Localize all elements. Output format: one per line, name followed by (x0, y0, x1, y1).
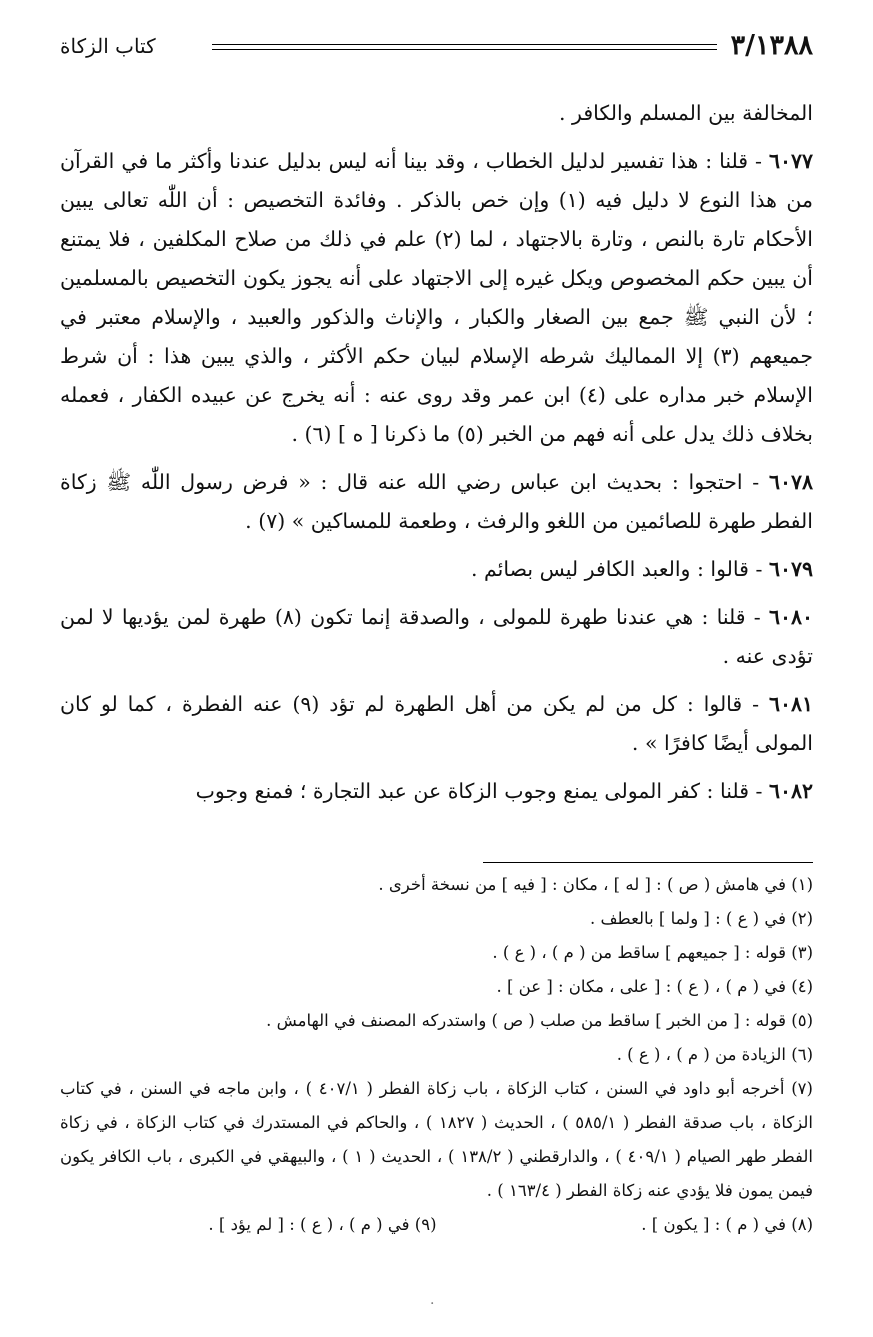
footnote: (٣) قوله : [ جميعهم ] ساقط من ( م ) ، ( ع ) . (492, 943, 813, 962)
footnote: (٨) في ( م ) : [ يكون ] . (641, 1215, 813, 1234)
paragraph-text: - احتجوا : بحديث ابن عباس رضي الله عنه قال : « فرض رسول اللّٰه ﷺ زكاة الفطر طهرة للصائمين من اللغو والرفث ، وطعمة للمساكين » (٧) . (60, 470, 813, 533)
main-text (60, 94, 813, 811)
footnote: (٢) في ( ع ) : [ ولما ] بالعطف . (589, 909, 813, 928)
footnote: (٤) في ( م ) ، ( ع ) : [ على ، مكان : [ عن ] . (496, 977, 813, 996)
paragraph (60, 598, 813, 676)
paragraph-text: - قالوا : والعبد الكافر ليس بصائم . (470, 557, 769, 581)
page-number: ٣/١٣٨٨ (730, 30, 813, 61)
page-speck: · (430, 1296, 435, 1312)
header-rule (212, 49, 717, 50)
footnote: (٦) الزيادة من ( م ) ، ( ع ) . (616, 1045, 813, 1064)
paragraph (60, 772, 813, 811)
paragraph (60, 685, 813, 763)
footnote: (٩) في ( م ) ، ( ع ) : [ لم يؤد ] . (208, 1215, 437, 1234)
footnote: (٥) قوله : [ من الخبر ] ساقط من صلب ( ص ) واستدركه المصنف في الهامش . (266, 1011, 813, 1030)
page-header (60, 30, 813, 70)
paragraph (60, 463, 813, 541)
paragraph-text: - قلنا : هي عندنا طهرة للمولى ، والصدقة إنما تكون (٨) طهرة لمن يؤديها لا لمن تؤدى عنه . (60, 605, 813, 668)
paragraph-number: ٦٠٧٨ (768, 470, 813, 494)
footnote-separator (483, 862, 813, 863)
paragraph-number: ٦٠٧٧ (768, 149, 813, 173)
paragraph-text: - قالوا : كل من لم يكن من أهل الطهرة لم تؤد (٩) عنه الفطرة ، كما لو كان المولى أيضًا كافرًا » . (60, 692, 813, 755)
paragraph-text: - قلنا : كفر المولى يمنع وجوب الزكاة عن عبد التجارة ؛ فمنع وجوب (195, 779, 769, 803)
footnotes (60, 868, 813, 1242)
paragraph (60, 550, 813, 589)
footnote-pair (60, 1208, 813, 1242)
paragraph-number: ٦٠٧٩ (768, 557, 813, 581)
book-title: كتاب الزكاة (60, 34, 156, 58)
paragraph (60, 94, 813, 133)
paragraph-number: ٦٠٨٢ (768, 779, 813, 803)
paragraph-number: ٦٠٨١ (768, 692, 813, 716)
paragraph-text: المخالفة بين المسلم والكافر . (559, 101, 813, 125)
paragraph-number: ٦٠٨٠ (768, 605, 813, 629)
footnote: (٧) أخرجه أبو داود في السنن ، كتاب الزكاة ، باب زكاة الفطر ( ٤٠٧/١ ) ، وابن ماجه في السنن ، في كتاب الزكاة ، باب صدقة الفطر ( ٥٨٥/١ ) ، الحديث ( ١٨٢٧ ) ، والحاكم في المستدرك في كتاب الزكاة ، في زكاة الفطر طهر الصيام ( ٤٠٩/١ ) ، والدارقطني ( ١٣٨/٢ ) ، الحديث ( ١ ) ، والبيهقي في الكبرى ، باب الكافر يكون فيمن يمون فلا يؤدي عنه زكاة الفطر ( ١٦٣/٤ ) . (60, 1079, 813, 1200)
header-rule (212, 44, 717, 45)
paragraph (60, 142, 813, 454)
footnote: (١) في هامش ( ص ) : [ له ] ، مكان : [ فيه ] من نسخة أخرى . (378, 875, 813, 894)
paragraph-text: - قلنا : هذا تفسير لدليل الخطاب ، وقد بينا أنه ليس بدليل عندنا وأكثر ما في القرآن من هذا النوع لا دليل فيه (١) وإن خص بالذكر . وفائدة التخصيص : أن اللّٰه تعالى يبين الأحكام تارة بالنص ، وتارة بالاجتهاد ، لما (٢) علم في ذلك من صلاح المكلفين ، فلا يمتنع أن يبين حكم المخصوص ويكل غيره إلى الاجتهاد على أنه يجوز يكون التخصيص بالمسلمين ؛ لأن النبي ﷺ جمع بين الصغار والكبار ، والإناث والذكور والعبيد ، والإسلام معتبر في جميعهم (٣) إلا المماليك شرطه الإسلام لبيان حكم الأكثر ، والذي يبين هذا : أن شرط الإسلام خبر مداره على (٤) ابن عمر وقد روى عنه : أنه يخرج عن عبيده الكفار ، فعمله بخلاف ذلك يدل على أنه فهم من الخبر (٥) ما ذكرنا [ ه ] (٦) . (60, 149, 814, 446)
